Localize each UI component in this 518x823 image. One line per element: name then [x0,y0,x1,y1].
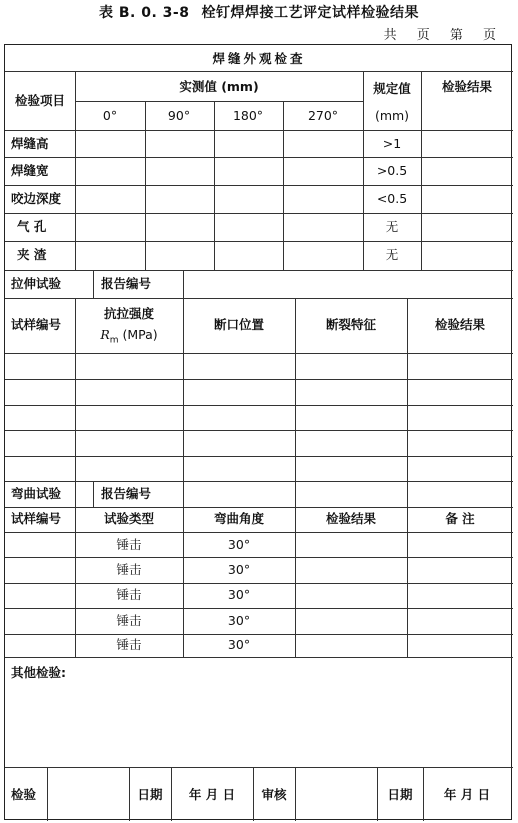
bend-angle-1: 30° [227,536,251,552]
col-line [129,767,130,821]
col-header-spec-unit: (mm) [374,107,410,123]
footer-date-label-1: 日期 [137,786,163,802]
table-title [0,2,518,22]
row-line [5,557,513,558]
bend-angle-2: 30° [227,561,251,577]
col-line [295,298,296,507]
row-line [5,71,513,72]
bend-col-type: 试验类型 [103,510,155,526]
row-line [5,657,513,658]
col-line [75,507,76,657]
row-line [5,507,513,508]
tensile-col-strength: 抗拉强度 [103,305,155,321]
row-line [5,130,513,131]
row-line [5,532,513,533]
row-line [5,634,513,635]
spec-slag: 无 [385,246,399,262]
tensile-col-strength-unit [100,326,158,346]
col-line [407,298,408,507]
section-title-bend: 弯曲试验 [11,485,62,501]
col-line [183,481,184,507]
row-line [5,353,513,354]
bend-angle-5: 30° [227,636,251,652]
col-line [183,270,184,298]
col-line [363,71,364,270]
col-line [47,767,48,821]
col-line [183,298,184,507]
spec-weld-width: >0.5 [376,162,408,178]
spec-undercut: <0.5 [376,190,408,206]
tensile-col-fracture-feature: 断裂特征 [325,316,377,332]
row-line [5,298,513,299]
col-line [283,101,284,270]
other-tests-label: 其他检验: [11,665,66,680]
footer-inspect-label: 检验 [11,786,37,802]
angle-0: 0° [102,107,118,123]
row-line [5,456,513,457]
angle-90: 90° [167,107,191,123]
bend-col-angle: 弯曲角度 [213,510,265,526]
col-line [407,507,408,657]
strength-subscript: m [109,335,119,346]
bend-type-2: 锤击 [116,561,142,577]
col-line [183,507,184,657]
row-line [5,767,513,768]
bend-type-3: 锤击 [116,586,142,602]
row-line [5,379,513,380]
row-line [5,270,513,271]
item-weld-height: 焊缝高 [11,135,49,151]
col-line [295,767,296,821]
item-porosity: 气 孔 [17,218,47,234]
row-line [5,583,513,584]
col-line [423,767,424,821]
bend-report-label: 报告编号 [101,485,152,501]
col-line [93,481,94,507]
col-line [145,101,146,270]
item-undercut: 咬边深度 [11,190,62,206]
bend-angle-3: 30° [227,586,251,602]
footer-ymd-2: 年 月 日 [443,786,491,802]
footer-date-label-2: 日期 [387,786,413,802]
angle-180: 180° [232,107,264,123]
table-title-text: 栓钉焊焊接工艺评定试样检验结果 [201,5,419,21]
col-line [214,101,215,270]
bend-col-note: 备 注 [445,510,475,526]
spec-weld-height: >1 [382,135,402,151]
angle-270: 270° [307,107,339,123]
bend-col-result: 检验结果 [325,510,377,526]
footer-ymd-1: 年 月 日 [188,786,236,802]
row-line [5,213,513,214]
col-header-item: 检验项目 [14,92,66,108]
col-line [253,767,254,821]
item-weld-width: 焊缝宽 [11,162,49,178]
bend-type-4: 锤击 [116,612,142,628]
col-line [377,767,378,821]
tensile-col-fracture-pos: 断口位置 [213,316,265,332]
bend-col-specimen: 试样编号 [11,510,62,526]
row-line [5,157,513,158]
tensile-col-specimen: 试样编号 [11,316,62,332]
item-slag: 夹 渣 [17,246,47,262]
col-line [295,507,296,657]
bend-angle-4: 30° [227,612,251,628]
bend-type-1: 锤击 [116,536,142,552]
row-line [5,185,513,186]
row-line [75,101,363,102]
row-line [5,241,513,242]
col-line [75,71,76,270]
col-header-spec: 规定值 [373,80,411,96]
col-header-result: 检验结果 [441,78,493,94]
spec-porosity: 无 [385,218,399,234]
strength-unit: (MPa) [118,326,158,342]
col-header-measured: 实测值 (mm) [179,78,259,94]
footer-review-label: 审核 [261,786,287,802]
row-line [5,405,513,406]
col-line [93,270,94,298]
tensile-col-result: 检验结果 [434,316,486,332]
section-title-tensile: 拉伸试验 [11,275,62,291]
row-line [5,430,513,431]
col-line [421,71,422,270]
table-number: 表 B. 0. 3-8 [99,5,190,21]
tensile-report-label: 报告编号 [101,275,152,291]
col-line [171,767,172,821]
bend-type-5: 锤击 [116,636,142,652]
form-table [4,44,512,820]
page-info: 共 页 第 页 [383,28,504,43]
row-line [5,608,513,609]
row-line [5,481,513,482]
col-line [75,298,76,507]
section-title-visual: 焊缝外观检查 [212,50,306,66]
strength-symbol: R [100,326,110,342]
